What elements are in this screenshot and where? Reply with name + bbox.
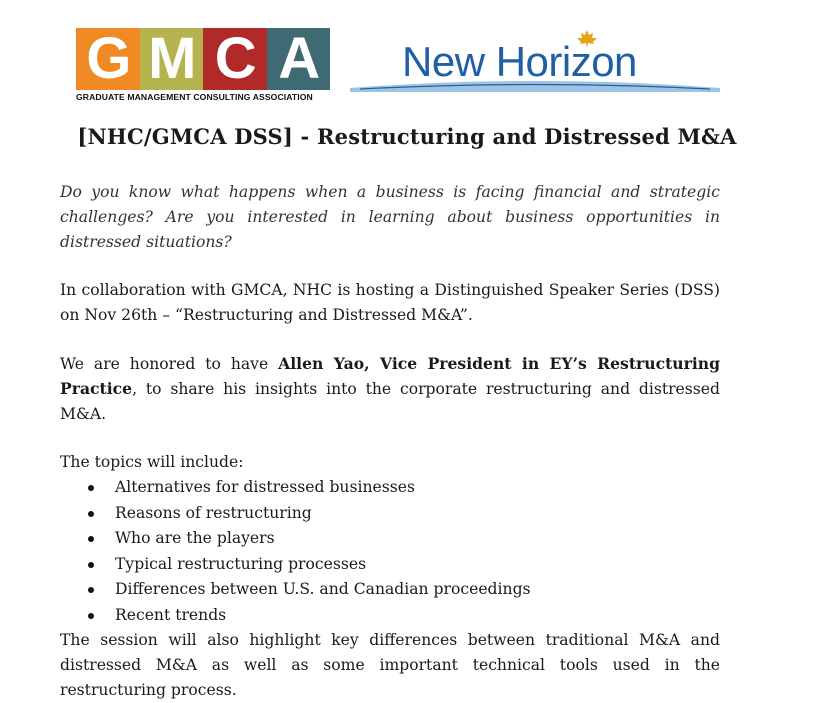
gmca-letter-a: A <box>267 28 331 90</box>
speaker-name: Allen Yao, Vice President in EY’s Restructuring Practice <box>60 353 721 398</box>
gmca-logo <box>76 28 330 108</box>
gmca-tagline: GRADUATE MANAGEMENT CONSULTING ASSOCIATION <box>76 92 313 102</box>
page-title: [NHC/GMCA DSS] - Restructuring and Distressed M&A <box>77 124 737 149</box>
gmca-letter-g: G <box>76 28 140 90</box>
list-item: Differences between U.S. and Canadian proceedings <box>115 577 720 603</box>
intro-paragraph: Do you know what happens when a business is facing financial and strategic challenges? Are you interested in learning about business opportunities in distressed situations? <box>60 183 720 251</box>
list-item: Who are the players <box>115 526 720 552</box>
list-item: Recent trends <box>115 603 720 629</box>
topics-heading: The topics will include: <box>60 453 244 472</box>
speaker-prefix: We are honored to have <box>60 354 279 373</box>
logo-header <box>0 0 814 112</box>
list-item: Typical restructuring processes <box>115 552 720 578</box>
topics-list <box>60 475 720 628</box>
collaboration-paragraph: In collaboration with GMCA, NHC is hosting a Distinguished Speaker Series (DSS) on Nov 26th – “Restructuring and Distressed M&A”. <box>60 281 720 325</box>
new-horizon-wordmark: New Horizon <box>402 38 637 85</box>
list-item: Alternatives for distressed businesses <box>115 475 720 501</box>
gmca-letter-m: M <box>140 28 204 90</box>
speaker-suffix: , to share his insights into the corporate restructuring and distressed M&A. <box>60 379 720 423</box>
closing-paragraph: The session will also highlight key differences between traditional M&A and distressed M&A as well as some important technical tools used in the restructuring process. <box>60 631 720 699</box>
new-horizon-logo <box>350 30 720 92</box>
list-item: Reasons of restructuring <box>115 501 720 527</box>
document-body <box>60 180 720 703</box>
gmca-letter-c: C <box>203 28 267 90</box>
speaker-paragraph <box>60 352 720 426</box>
